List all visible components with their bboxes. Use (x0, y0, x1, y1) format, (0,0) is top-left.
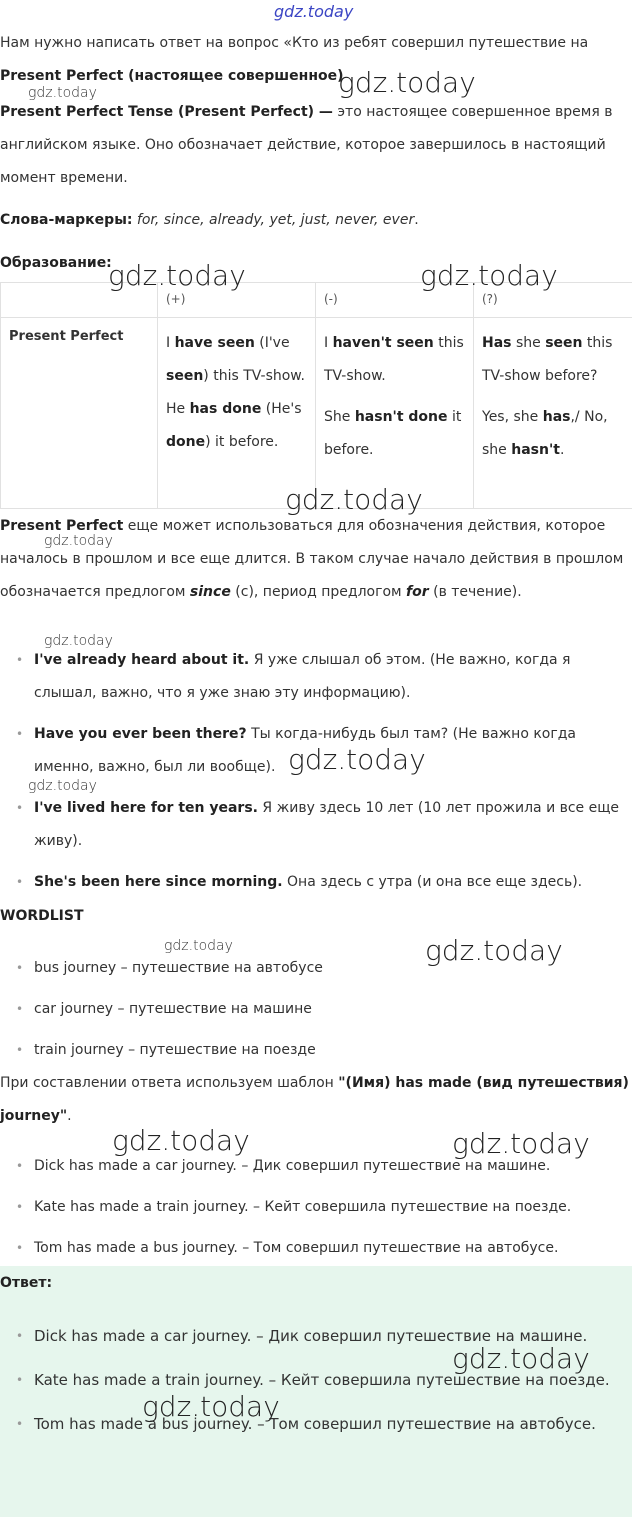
watermark: gdz.today (452, 1342, 590, 1375)
list-item: • Dick has made a car journey. – Дик совершил путешествие на машине. (0, 1150, 620, 1183)
table-cell-positive (158, 318, 316, 509)
question-example-2: Yes, she has,/ No, she hasn't. (482, 409, 608, 458)
question-example-1: Has she seen this TV-show before? (482, 335, 613, 384)
watermark: gdz.today (452, 1127, 590, 1160)
list-item: • bus journey – путешествие на автобусе (0, 952, 620, 985)
table-row (1, 318, 632, 509)
watermark: gdz.today (28, 85, 97, 101)
usage-since: since (189, 584, 231, 600)
table-header-cell: (?) (474, 283, 632, 318)
markers-end: . (414, 212, 419, 228)
usage-text-2: (с), период предлогом (230, 584, 407, 600)
list-item: • I've already heard about it. Я уже слышал об этом. (Не важно, когда я слышал, важно, что я уже знаю эту информацию). (0, 644, 620, 710)
table-cell-negative (316, 318, 474, 509)
list-item: • car journey – путешествие на машине (0, 993, 620, 1026)
list-item: • Kate has made a train journey. – Кейт совершила путешествие на поезде. (0, 1364, 610, 1397)
table-header-cell: (+) (158, 283, 316, 318)
usage-for: for (406, 584, 429, 600)
watermark: gdz.today (28, 778, 97, 794)
definition-paragraph (0, 96, 630, 195)
markers-label: Слова-маркеры: (0, 212, 133, 228)
list-item: • Dick has made a car journey. – Дик совершил путешествие на машине. (0, 1320, 610, 1353)
intro-line1: Нам нужно написать ответ на вопрос «Кто из ребят совершил путешествие на (0, 35, 589, 51)
table-row-label: Present Perfect (1, 318, 158, 509)
template-text: При составлении ответа используем шаблон (0, 1075, 339, 1091)
positive-example-1: I have seen (I've seen) this TV-show. (166, 335, 305, 384)
answer-block (0, 1266, 632, 1517)
answers-list (0, 1320, 610, 1441)
table-header-cell: (-) (316, 283, 474, 318)
negative-example-1: I haven't seen this TV-show. (324, 335, 464, 384)
watermark: gdz.today (420, 259, 558, 292)
watermark: gdz.today (425, 934, 563, 967)
watermark: gdz.today (285, 483, 423, 516)
definition-term: Present Perfect Tense (Present Perfect) — (0, 104, 333, 120)
list-item: • Kate has made a train journey. – Кейт совершила путешествие на поезде. (0, 1191, 620, 1224)
usage-term: Present Perfect (0, 518, 124, 534)
table-cell-question (474, 318, 632, 509)
positive-example-2: He has done (He's done) it before. (166, 401, 302, 450)
wordlist-label: WORDLIST (0, 908, 84, 924)
watermark: gdz.today (44, 633, 113, 649)
watermark: gdz.today (142, 1390, 280, 1423)
intro-line2: Present Perfect (настоящее совершенное) (0, 68, 344, 84)
list-item: • She's been here since morning. Она здесь с утра (и она все еще здесь). (0, 866, 620, 899)
usage-text-3: (в течение). (428, 584, 522, 600)
watermark: gdz.today (288, 743, 426, 776)
wordlist (0, 952, 620, 1067)
template-paragraph (0, 1067, 630, 1133)
list-item: • Have you ever been there? Ты когда-нибудь был там? (Не важно когда именно, важно, был ли вообще). (0, 718, 620, 784)
usage-text-1: еще может использоваться для обозначения действия, которое началось в прошлом и все еще длится. В таком случае начало действия в прошлом обозначается предлогом (0, 518, 624, 600)
markers-paragraph (0, 204, 630, 237)
watermark: gdz.today (274, 2, 354, 21)
usage-paragraph (0, 510, 630, 609)
list-item: • Tom has made a bus journey. – Том совершил путешествие на автобусе. (0, 1232, 620, 1265)
definition-text: это настоящее совершенное время в английском языке. Оно обозначает действие, которое завершилось в настоящий момент времени. (0, 104, 613, 186)
template-pattern: "(Имя) has made (вид путешествия) journey" (0, 1075, 629, 1124)
watermark: gdz.today (338, 66, 476, 99)
answer-label: Ответ: (0, 1275, 53, 1291)
negative-example-2: She hasn't done it before. (324, 409, 462, 458)
formation-label: Образование: (0, 255, 112, 271)
template-end: . (67, 1108, 72, 1124)
intro-text (0, 27, 630, 93)
watermark: gdz.today (112, 1124, 250, 1157)
sentences-list (0, 1150, 620, 1265)
list-item: • Tom has made a bus journey. – Том совершил путешествие на автобусе. (0, 1408, 610, 1441)
watermark: gdz.today (44, 533, 113, 549)
list-item: • I've lived here for ten years. Я живу здесь 10 лет (10 лет прожила и все еще живу). (0, 792, 620, 858)
list-item: • train journey – путешествие на поезде (0, 1034, 620, 1067)
formation-table (0, 282, 632, 509)
markers-words: for, since, already, yet, just, never, ever (136, 212, 415, 228)
watermark: gdz.today (108, 259, 246, 292)
watermark: gdz.today (164, 938, 233, 954)
